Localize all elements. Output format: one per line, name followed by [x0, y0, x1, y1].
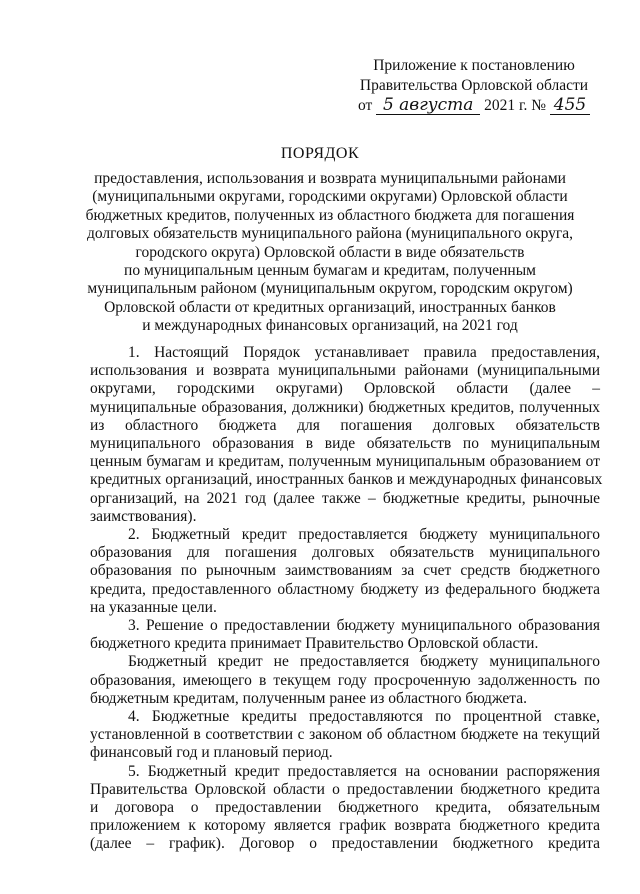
paragraph-line: 1. Настоящий Порядок устанавливает правила предоставления,: [128, 344, 600, 361]
subtitle-line: по муниципальным ценным бумагам и кредитам, полученным: [124, 262, 536, 280]
paragraph: [90, 344, 603, 526]
appendix-date-line: [344, 96, 604, 116]
appendix-header: [344, 56, 604, 116]
paragraph-line: на указанные цели.: [90, 598, 217, 616]
subtitle-line: (муниципальными округами, городскими округами) Орловской области: [92, 188, 568, 206]
subtitle-line: бюджетных кредитов, полученных из областного бюджета для погашения: [85, 206, 575, 224]
document-subtitle: [60, 170, 600, 336]
handwritten-number: 455: [550, 97, 590, 115]
paragraph-line: бюджетным кредитам, полученным ранее из областного бюджета.: [90, 689, 528, 707]
paragraph-line: муниципальные образования, должники) бюджетных кредитов, полученных: [90, 398, 600, 416]
subtitle-line: городского округа) Орловской области в виде обязательств: [135, 243, 525, 261]
paragraph-line: образования для погашения долговых обязательств муниципального: [90, 544, 600, 562]
paragraph-line: организаций, на 2021 год (далее также – бюджетные кредиты, рыночные: [90, 489, 600, 507]
subtitle-line: муниципальным районом (муниципальным округом, городским округом): [87, 280, 573, 298]
year-text: 2021 г. №: [484, 97, 547, 114]
paragraph: [90, 526, 600, 617]
paragraph-line: Правительства Орловской области о предоставлении бюджетного кредита: [90, 780, 600, 798]
paragraph-line: муниципального образования в виде обязательств по муниципальным: [90, 435, 600, 453]
paragraph-line: заимствования).: [90, 507, 197, 525]
paragraph: [90, 653, 600, 708]
paragraph-line: приложением к которому является график возврата бюджетного кредита: [90, 817, 600, 835]
paragraph-line: кредитных организаций, иностранных банков и международных финансовых: [90, 471, 603, 489]
paragraph-line: округами, городскими округами) Орловской области (далее –: [90, 380, 600, 398]
subtitle-line: предоставления, использования и возврата муниципальными районами: [94, 170, 566, 187]
date-prefix: от: [358, 97, 373, 114]
paragraph-line: Бюджетный кредит не предоставляется бюджету муниципального: [128, 653, 600, 671]
paragraph-line: финансовый год и плановый период.: [90, 744, 333, 762]
paragraph-line: образования, имеющего в текущем году просроченную задолженность по: [90, 671, 600, 689]
subtitle-line: Орловской области от кредитных организаций, иностранных банков: [104, 298, 556, 316]
paragraph-line: образования по рыночным заимствованиям за счет средств бюджетного: [90, 562, 600, 580]
paragraph-line: 3. Решение о предоставлении бюджету муниципального образования: [128, 617, 600, 635]
paragraph-line: кредита, предоставленного областному бюджету из федерального бюджета: [90, 580, 600, 598]
paragraph-line: и договора о предоставлении бюджетного кредита, обязательным: [90, 799, 600, 817]
paragraph: [90, 708, 600, 763]
document-body: [90, 344, 603, 854]
subtitle-line: долговых обязательств муниципального района (муниципального округа,: [86, 225, 574, 243]
paragraph-line: ценным бумагам и кредитам, полученным муниципальным образованием от: [90, 453, 600, 471]
paragraph-line: 4. Бюджетные кредиты предоставляются по процентной ставке,: [128, 708, 600, 726]
paragraph-line: 2. Бюджетный кредит предоставляется бюджету муниципального: [128, 526, 600, 544]
appendix-line-1: Приложение к постановлению: [373, 57, 575, 74]
paragraph-line: 5. Бюджетный кредит предоставляется на основании распоряжения: [128, 762, 600, 780]
paragraph-line: (далее – график). Договор о предоставлении бюджетного кредита: [90, 835, 600, 853]
subtitle-line: и международных финансовых организаций, на 2021 год: [142, 317, 518, 335]
appendix-line-2: Правительства Орловской области: [359, 77, 589, 94]
document-title: ПОРЯДОК: [280, 145, 360, 162]
paragraph: [90, 617, 600, 653]
paragraph: [90, 763, 600, 854]
paragraph-line: бюджетного кредита принимает Правительство Орловской области.: [90, 635, 539, 653]
paragraph-line: установленной в соответствии с законом об областном бюджете на текущий: [90, 726, 600, 744]
paragraph-line: использования и возврата муниципальными районами (муниципальными: [90, 362, 600, 380]
handwritten-date: 5 августа: [376, 97, 480, 115]
paragraph-line: из областного бюджета для погашения долговых обязательств: [90, 416, 600, 434]
